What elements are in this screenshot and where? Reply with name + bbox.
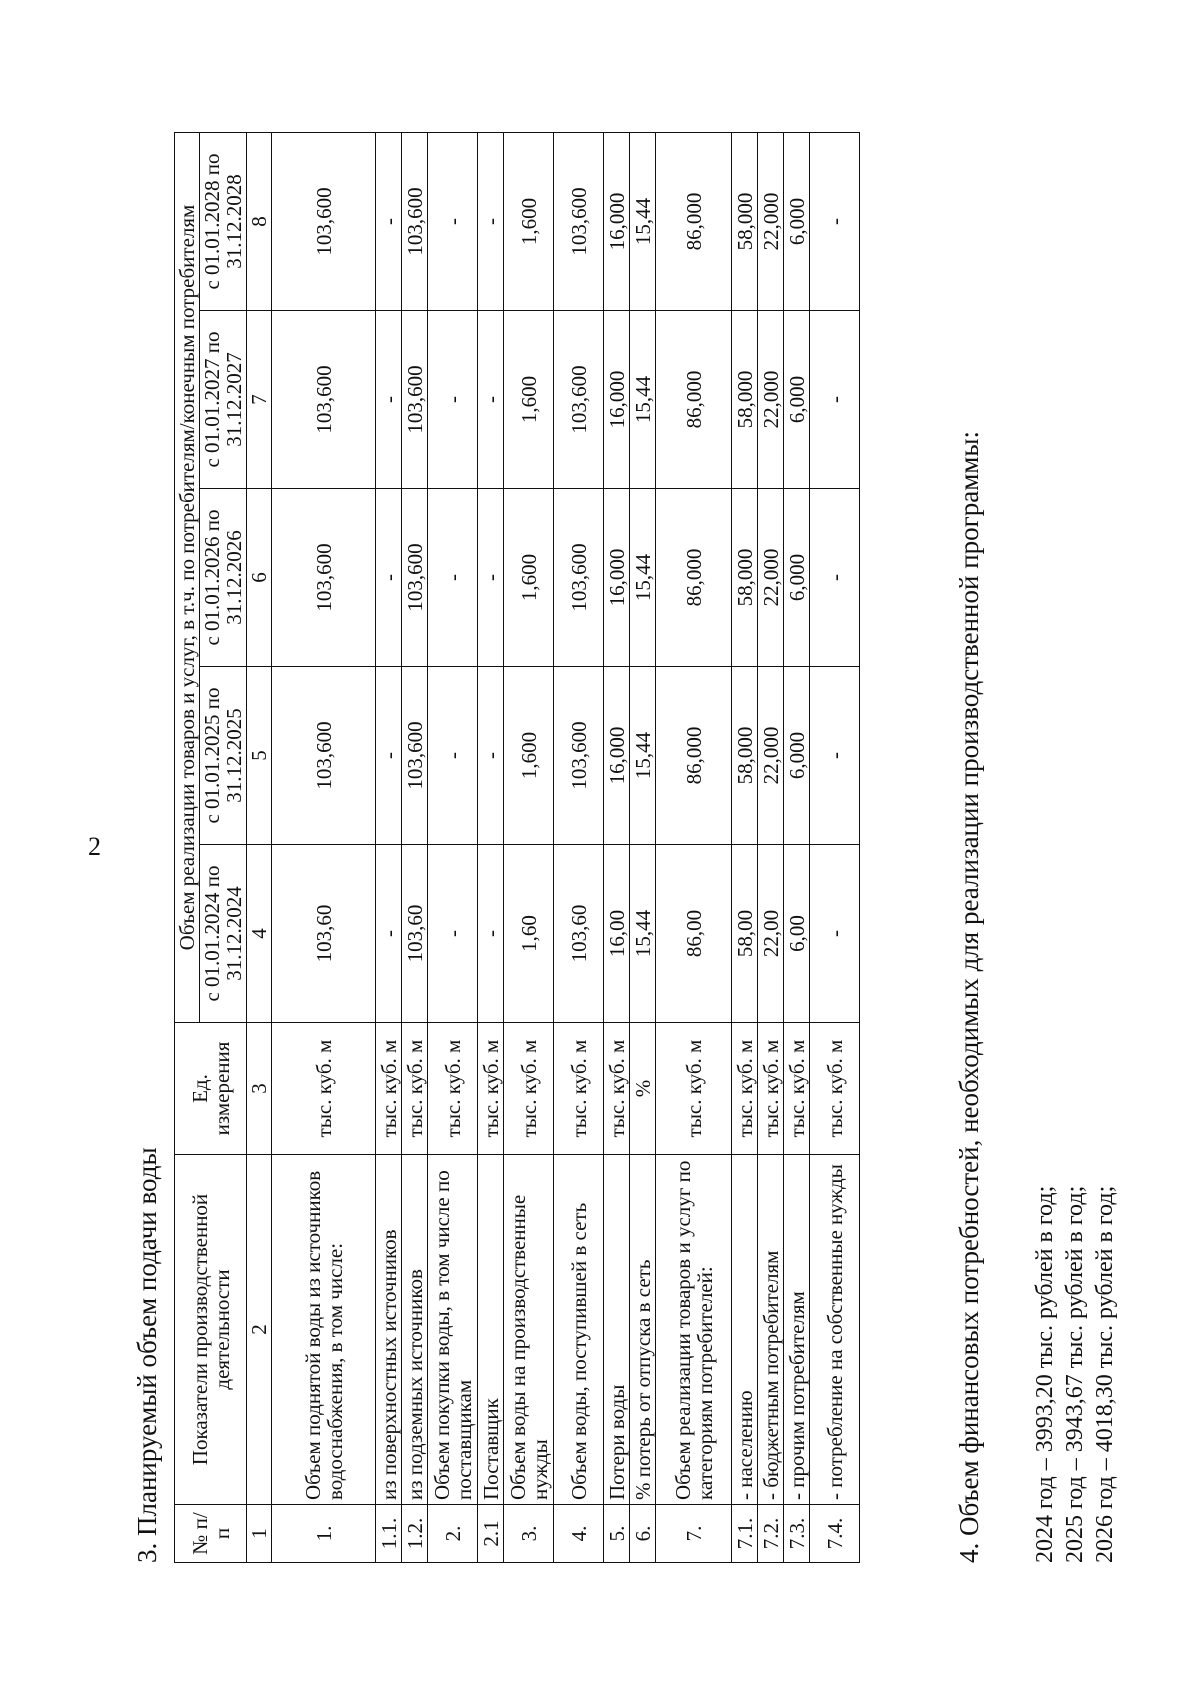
column-number: 4 (247, 845, 272, 1023)
row-value: - (428, 667, 478, 845)
row-value: 22,00 (758, 845, 784, 1023)
row-value: - (376, 667, 402, 845)
row-indicator: Объем покупки воды, в том числе по поставщикам (428, 1155, 478, 1505)
row-value: - (810, 311, 860, 489)
row-value: 1,600 (504, 311, 554, 489)
row-value: - (376, 489, 402, 667)
column-number: 1 (247, 1505, 272, 1563)
section-4-title: 4. Объем финансовых потребностей, необходимых для реализации производственной программы: (954, 430, 984, 1563)
row-value: - (376, 311, 402, 489)
header-num: № п/п (175, 1505, 247, 1563)
header-period: с 01.01.2025 по 31.12.2025 (200, 667, 247, 845)
row-value: 58,000 (732, 489, 758, 667)
row-unit: тыс. куб. м (810, 1023, 860, 1155)
row-number: 1. (272, 1505, 376, 1563)
row-indicator: Потери воды (604, 1155, 630, 1505)
row-number: 7.4. (810, 1505, 860, 1563)
row-value: - (428, 489, 478, 667)
row-value: 6,000 (784, 667, 810, 845)
row-value: 103,600 (554, 489, 604, 667)
row-value: 103,600 (402, 311, 428, 489)
row-value: 16,000 (604, 667, 630, 845)
section-3-title: 3. Планируемый объем подачи воды (132, 1147, 162, 1563)
row-value: - (810, 845, 860, 1023)
column-number: 6 (247, 489, 272, 667)
column-number: 3 (247, 1023, 272, 1155)
row-indicator: из подземных источников (402, 1155, 428, 1505)
row-value: 86,000 (656, 311, 732, 489)
row-value: 86,000 (656, 667, 732, 845)
row-number: 7.3. (784, 1505, 810, 1563)
row-value: 6,00 (784, 845, 810, 1023)
row-value: 22,000 (758, 667, 784, 845)
row-number: 2.1 (478, 1505, 504, 1563)
header-indicator: Показатели производственной деятельности (175, 1155, 247, 1505)
column-number: 8 (247, 132, 272, 310)
row-unit: % (630, 1023, 656, 1155)
row-value: 86,000 (656, 132, 732, 310)
row-value: 6,000 (784, 132, 810, 310)
row-value: - (376, 845, 402, 1023)
table-row (554, 132, 604, 1562)
row-indicator: - бюджетным потребителям (758, 1155, 784, 1505)
row-value: 15,44 (630, 132, 656, 310)
row-number: 6. (630, 1505, 656, 1563)
row-value: 15,44 (630, 667, 656, 845)
row-value: 6,000 (784, 311, 810, 489)
row-value: 86,00 (656, 845, 732, 1023)
table-row (656, 132, 732, 1562)
row-value: 103,600 (272, 311, 376, 489)
row-unit: тыс. куб. м (554, 1023, 604, 1155)
row-value: 16,00 (604, 845, 630, 1023)
row-number: 7. (656, 1505, 732, 1563)
row-value: 103,60 (554, 845, 604, 1023)
table-row (402, 132, 428, 1562)
row-value: - (478, 311, 504, 489)
row-value: 15,44 (630, 489, 656, 667)
row-indicator: из поверхностных источников (376, 1155, 402, 1505)
row-value: 58,000 (732, 132, 758, 310)
row-value: 22,000 (758, 132, 784, 310)
table-row (604, 132, 630, 1562)
table-row (758, 132, 784, 1562)
row-value: 103,600 (554, 132, 604, 310)
row-number: 4. (554, 1505, 604, 1563)
rotated-page-content (132, 83, 1200, 1563)
row-value: 103,600 (272, 489, 376, 667)
table-body (272, 132, 860, 1562)
row-number: 1.1. (376, 1505, 402, 1563)
row-unit: тыс. куб. м (732, 1023, 758, 1155)
row-unit: тыс. куб. м (758, 1023, 784, 1155)
row-unit: тыс. куб. м (504, 1023, 554, 1155)
row-number: 1.2. (402, 1505, 428, 1563)
row-value: 1,600 (504, 132, 554, 310)
row-indicator: Поставщик (478, 1155, 504, 1505)
row-value: 15,44 (630, 311, 656, 489)
row-value: 103,600 (554, 311, 604, 489)
row-value: - (376, 132, 402, 310)
row-value: 16,000 (604, 489, 630, 667)
row-value: 103,600 (272, 667, 376, 845)
row-value: 86,000 (656, 489, 732, 667)
column-number: 2 (247, 1155, 272, 1505)
row-value: 16,000 (604, 132, 630, 310)
row-value: 22,000 (758, 311, 784, 489)
row-value: - (810, 489, 860, 667)
financial-need-item: 2024 год – 3993,20 тыс. рублей в год; (1032, 1185, 1058, 1563)
financial-need-item: 2025 год – 3943,67 тыс. рублей в год; (1062, 1185, 1088, 1563)
header-period: с 01.01.2024 по 31.12.2024 (200, 845, 247, 1023)
row-value: 1,600 (504, 667, 554, 845)
row-value: 1,600 (504, 489, 554, 667)
row-number: 2. (428, 1505, 478, 1563)
row-unit: тыс. куб. м (604, 1023, 630, 1155)
table-row (732, 132, 758, 1562)
table-row (272, 132, 376, 1562)
row-value: 103,60 (272, 845, 376, 1023)
row-value: - (428, 845, 478, 1023)
financial-needs-list (1030, 1186, 1120, 1563)
row-value: 16,000 (604, 311, 630, 489)
row-indicator: - населению (732, 1155, 758, 1505)
row-value: 103,600 (402, 489, 428, 667)
row-indicator: - прочим потребителям (784, 1155, 810, 1505)
row-value: - (428, 132, 478, 310)
header-unit: Ед. измерения (175, 1023, 247, 1155)
header-period: с 01.01.2027 по 31.12.2027 (200, 311, 247, 489)
table-row (478, 132, 504, 1562)
header-period: с 01.01.2028 по 31.12.2028 (200, 132, 247, 310)
row-value: 1,60 (504, 845, 554, 1023)
row-value: 103,600 (272, 132, 376, 310)
row-number: 7.1. (732, 1505, 758, 1563)
row-indicator: Объем поднятой воды из источников водоснабжения, в том числе: (272, 1155, 376, 1505)
table-row (376, 132, 402, 1562)
table-row (784, 132, 810, 1562)
row-value: - (478, 489, 504, 667)
row-value: 58,00 (732, 845, 758, 1023)
row-unit: тыс. куб. м (402, 1023, 428, 1155)
table-row (810, 132, 860, 1562)
column-number: 7 (247, 311, 272, 489)
row-indicator: Объем воды, поступившей в сеть (554, 1155, 604, 1505)
header-group: Объем реализации товаров и услуг, в т.ч. по потребителям/конечным потребителям (175, 132, 200, 1022)
row-value: 22,000 (758, 489, 784, 667)
row-value: 58,000 (732, 311, 758, 489)
financial-need-item: 2026 год – 4018,30 тыс. рублей в год; (1092, 1185, 1118, 1563)
column-number: 5 (247, 667, 272, 845)
row-unit: тыс. куб. м (376, 1023, 402, 1155)
water-supply-table (174, 132, 860, 1563)
header-period: с 01.01.2026 по 31.12.2026 (200, 489, 247, 667)
row-value: 103,600 (402, 667, 428, 845)
row-unit: тыс. куб. м (428, 1023, 478, 1155)
row-indicator: - потребление на собственные нужды (810, 1155, 860, 1505)
row-value: - (478, 667, 504, 845)
table-row (428, 132, 478, 1562)
row-value: 58,000 (732, 667, 758, 845)
row-value: 103,60 (402, 845, 428, 1023)
row-unit: тыс. куб. м (656, 1023, 732, 1155)
row-value: - (810, 667, 860, 845)
row-value: - (478, 845, 504, 1023)
row-indicator: Объем реализации товаров и услуг по категориям потребителей: (656, 1155, 732, 1505)
row-indicator: Объем воды на производственные нужды (504, 1155, 554, 1505)
table-row (630, 132, 656, 1562)
row-value: - (428, 311, 478, 489)
row-unit: тыс. куб. м (478, 1023, 504, 1155)
row-value: - (478, 132, 504, 310)
row-number: 5. (604, 1505, 630, 1563)
row-value: 15,44 (630, 845, 656, 1023)
row-indicator: % потерь от отпуска в сеть (630, 1155, 656, 1505)
row-number: 7.2. (758, 1505, 784, 1563)
row-value: 103,600 (402, 132, 428, 310)
table-row (504, 132, 554, 1562)
row-value: 103,600 (554, 667, 604, 845)
row-unit: тыс. куб. м (784, 1023, 810, 1155)
row-value: - (810, 132, 860, 310)
page-number: 2 (88, 832, 101, 861)
row-unit: тыс. куб. м (272, 1023, 376, 1155)
row-value: 6,000 (784, 489, 810, 667)
row-number: 3. (504, 1505, 554, 1563)
